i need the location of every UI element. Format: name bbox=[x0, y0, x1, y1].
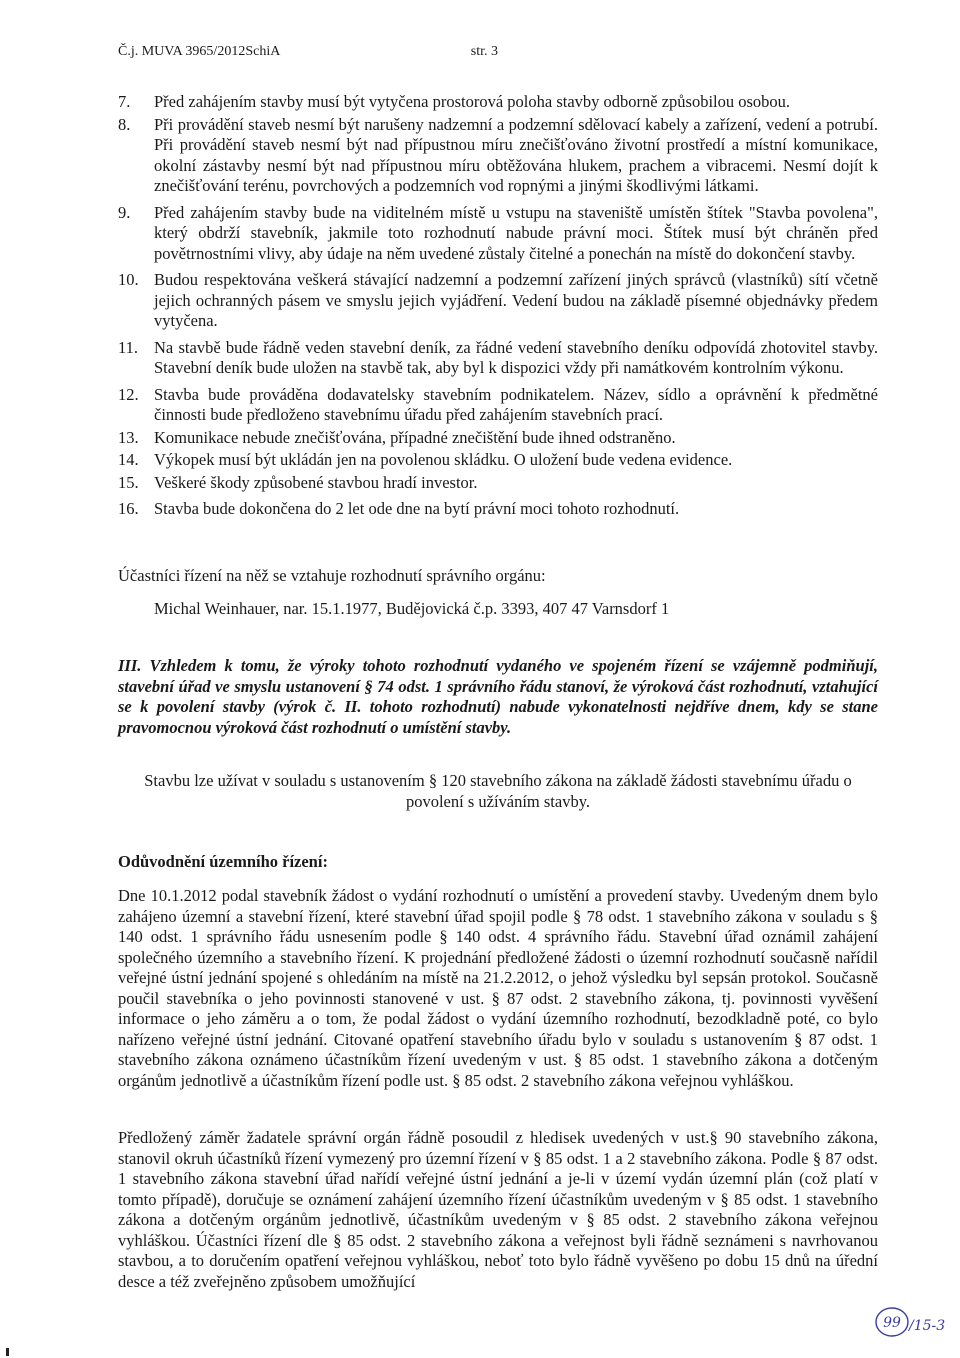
participants-intro: Účastníci řízení na něž se vztahuje rozhodnutí správního orgánu: bbox=[118, 566, 546, 585]
item-number: 16. bbox=[118, 499, 139, 518]
item-number: 12. bbox=[118, 384, 139, 404]
reasoning-paragraph-2: Předložený záměr žadatele správní orgán řádně posoudil z hledisek uvedených v ust.§ 90 stavebního zákona, stanovil okruh účastníků řízení vymezený pro územní řízení v § 85 odst. 1 a 2 stavebního zákona. Podle § 87 odst. 1 stavebního zákona stavební úřad nařídí veřejné ústní jednání a je-li v území vydán územní plán (což platí v tomto případě), doručuje se oznámení zahájení územního řízení účastníkům uvedeným v § 85 odst. 1 stavebního zákona a dotčeným orgánům jednotlivě, účastníkům uvedeným v § 85 odst. 2 stavebního zákona veřejnou vyhláškou. Účastníci řízení dle § 85 odst. 2 stavebního zákona a veřejnost byli řádně seznámeni s navrhovanou stavbou, a to doručením opatření veřejnou vyhláškou, neboť toto bylo řádně vyvěšeno po dobu 15 dnů na úřední desce a též zveřejněno způsobem umožňující bbox=[118, 1128, 878, 1291]
item-text: Při provádění staveb nesmí být narušeny nadzemní a podzemní sdělovací kabely a zařízení, vedení a potrubí. Při provádění staveb nesmí být nad přípustnou míru znečišťováno životní prostředí a místní komunikace, okolní zástavby nesmí být nad přípustnou míru obtěžována hlukem, prachem a vibracemi. Nesmí dojít k znečišťování terénu, povrchových a podzemních vod ropnými a jinými škodlivými látkami. bbox=[154, 114, 878, 195]
condition-item bbox=[118, 499, 878, 520]
item-number: 13. bbox=[118, 427, 139, 447]
participants-block bbox=[118, 566, 878, 619]
participant-entry: Michal Weinhauer, nar. 15.1.1977, Budějovická č.p. 3393, 407 47 Varnsdorf 1 bbox=[154, 598, 670, 618]
item-number: 10. bbox=[118, 270, 139, 289]
item-text: Výkopek musí být ukládán jen na povolenou skládku. O uložení bude vedena evidence. bbox=[154, 450, 733, 469]
item-text: Komunikace nebude znečišťována, případné znečištění bude ihned odstraněno. bbox=[154, 427, 676, 447]
item-number: 8. bbox=[118, 114, 131, 134]
item-number: 15. bbox=[118, 472, 139, 492]
condition-item bbox=[118, 270, 878, 332]
condition-item bbox=[118, 115, 878, 197]
item-text: Veškeré škody způsobené stavbou hradí investor. bbox=[154, 472, 478, 492]
condition-item bbox=[118, 450, 878, 471]
item-number: 11. bbox=[118, 337, 139, 357]
mark-suffix: /15-3 bbox=[909, 1318, 946, 1334]
item-text: Stavba bude dokončena do 2 let ode dne na bytí právní moci tohoto rozhodnutí. bbox=[154, 499, 680, 518]
condition-item bbox=[118, 385, 878, 426]
reasoning-paragraph-1: Dne 10.1.2012 podal stavebník žádost o vydání rozhodnutí o umístění a provedení stavby. Uvedeným dnem bylo zahájeno územní a stavební řízení, které stavební úřad spojil podle § 78 odst. 1 stavebního zákona v souladu s § 140 odst. 1 správního řádu usnesením podle § 140 odst. 4 správního řádu. Stavební úřad oznámil zahájení společného územního a stavebního řízení. K projednání předložené žádosti o územní rozhodnutí současně nařídil veřejné ústní jednání spojené s ohledáním na místě na 21.2.2012, o jehož výsledku byl sepsán protokol. Současně poučil stavebníka o jeho povinnosti stanovené v ust. § 87 odst. 2 stavebního zákona, tj. povinnosti vyvěšení informace o jeho záměru a o tom, že podal žádost o vydání územního rozhodnutí, bezodkladně poté, co bylo nařízeno veřejné ústní jednání. Citované opatření stavebního úřadu bylo v souladu s ustanovením § 87 odst. 1 stavebního zákona oznámeno účastníkům řízení uvedeným v ust. § 85 odst. 1 stavebního zákona a dotčeným orgánům jednotlivě a účastníkům řízení podle ust. § 85 odst. 2 stavebního zákona veřejnou vyhláškou. bbox=[118, 886, 878, 1090]
condition-item bbox=[118, 92, 878, 113]
item-number: 7. bbox=[118, 92, 131, 111]
page-header bbox=[118, 44, 498, 60]
item-text: Před zahájením stavby musí být vytyčena prostorová poloha stavby odborně způsobilou osobou. bbox=[154, 92, 791, 111]
mark-circled-number: 99 bbox=[883, 1315, 901, 1331]
condition-item bbox=[118, 203, 878, 265]
reference-number: Č.j. MUVA 3965/2012SchiA bbox=[118, 44, 281, 59]
item-number: 9. bbox=[118, 202, 131, 222]
item-number: 14. bbox=[118, 450, 139, 469]
conditions-list bbox=[118, 92, 878, 522]
item-text: Před zahájením stavby bude na viditelném místě u vstupu na staveniště umístěn štítek "Stavba povolena", který obdrží stavebník, jakmile toto rozhodnutí nabude právní moci. Štítek musí být chráněn před povětrnostními vlivy, aby údaje na něm uvedené zůstaly čitelné a ponechán na místě do dokončení stavby. bbox=[154, 202, 878, 263]
reasoning-heading: Odůvodnění územního řízení: bbox=[118, 852, 328, 871]
condition-item bbox=[118, 473, 878, 494]
condition-item bbox=[118, 338, 878, 379]
item-text: Stavba bude prováděna dodavatelsky stavebním podnikatelem. Název, sídlo a oprávnění k předmětné činnosti bude předloženo stavebnímu úřadu před zahájením stavebních prací. bbox=[154, 384, 878, 424]
scan-artifact bbox=[6, 1348, 9, 1356]
item-text: Budou respektována veškerá stávající nadzemní a podzemní zařízení jiných správců (vlastníků) sítí včetně jejich ochranných pásem ve smyslu jejich vyjádření. Vedení budou na základě písemné objednávky předem vytyčena. bbox=[154, 270, 878, 330]
usage-note: Stavbu lze užívat v souladu s ustanovením § 120 stavebního zákona na základě žádosti stavebnímu úřadu o povolení s užíváním stavby. bbox=[144, 771, 852, 811]
page-number: str. 3 bbox=[470, 44, 498, 59]
decision-section-iii: III. Vzhledem k tomu, že výroky tohoto rozhodnutí vydaného ve spojeném řízení se vzájemně podmiňují, stavební úřad ve smyslu ustanovení § 74 odst. 1 správního řádu stanoví, že výroková část rozhodnutí, vztahující se k povolení stavby (výrok č. II. tohoto rozhodnutí) nabude vykonatelnosti nejdříve dnem, kdy se stane pravomocnou výroková část rozhodnutí o umístění stavby. bbox=[118, 656, 878, 737]
handwritten-page-mark bbox=[872, 1300, 952, 1344]
item-text: Na stavbě bude řádně veden stavební deník, za řádné vedení stavebního deníku odpovídá zhotovitel stavby. Stavební deník bude uložen na stavbě tak, aby byl k dispozici vždy při namátkovém kontrolním výkonu. bbox=[154, 337, 878, 377]
condition-item bbox=[118, 428, 878, 449]
